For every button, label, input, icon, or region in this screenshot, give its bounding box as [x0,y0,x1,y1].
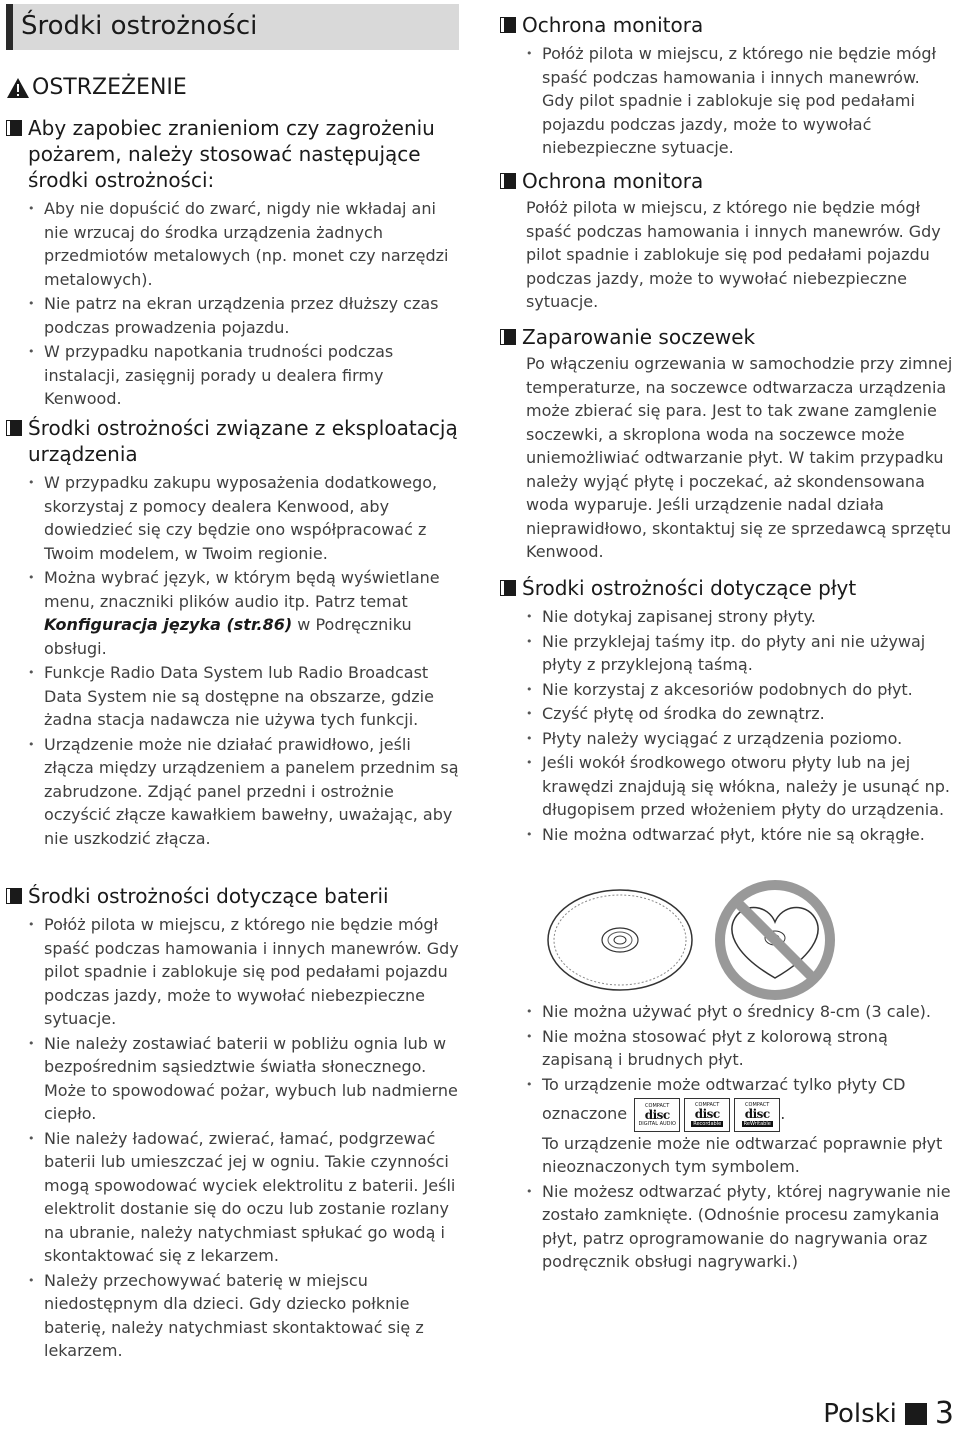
footer-language: Polski [823,1398,897,1429]
section-lens-fog [500,324,956,564]
section-heading: Środki ostrożności związane z eksploatacją urządzenia [6,415,462,467]
list-item: • Nie można odtwarzać płyt, które nie są okrągłe. [500,823,956,847]
warning-label: OSTRZEŻENIE [32,75,187,100]
compact-disc-rewritable-logo-icon: COMPACT disc ReWritable [734,1098,780,1132]
warning-title [6,75,187,100]
list-item: • Jeśli wokół środkowego otworu płyty lub na jej krawędzi znajdują się włókna, należy je usunąć np. długopisem przed włożeniem płyty do urządzenia. [500,751,956,822]
section-square-icon [500,580,516,596]
page-header [6,4,459,50]
section-heading: Ochrona monitora [500,12,956,38]
page-title: Środki ostrożności [21,11,258,41]
section-square-icon [500,329,516,345]
list-item: • To urządzenie może odtwarzać tylko płyty CD oznaczone COMPACT disc DIGITAL AUDIO COMPACT disc Recordable COMPACT disc ReWritable . To urządzenie może nie odtwarzać poprawnie płyt nieoznaczonych tym symbolem. [500,1073,956,1179]
list-item: • Nie należy zostawiać baterii w pobliżu ognia lub w bezpośrednim sąsiedztwie światła słonecznego. Może to spowodować pożar, wybuch lub nadmierne ciepło. [6,1032,462,1126]
section-operation [6,415,462,851]
bullet-list [6,197,462,411]
section-heading: Środki ostrożności dotyczące baterii [6,883,462,909]
bullet-list [6,471,462,850]
section-square-icon [500,173,516,189]
bullet-list [500,42,956,160]
footer-square-icon [905,1403,927,1425]
list-item: • Funkcje Radio Data System lub Radio Broadcast Data System nie są dostępne na obszarze, gdzie żadna stacja nadawcza nie używa tych funkcji. [6,661,462,732]
list-item: • Nie możesz odtwarzać płyty, której nagrywanie nie zostało zamknięte. (Odnośnie procesu zamykania płyt, patrz oprogramowanie do nagrywania oraz podręcznik obsługi nagrywarki.) [500,1180,956,1274]
disc-illustration [540,880,840,1000]
round-disc-icon [548,890,692,990]
list-item: • Nie można używać płyt o średnicy 8-cm (3 cale). [500,1000,956,1024]
list-item: • Można wybrać język, w którym będą wyświetlane menu, znaczniki plików audio itp. Patrz temat Konfiguracja języka (str.86) w Podręczniku obsługi. [6,566,462,660]
section-square-icon [500,17,516,33]
bullet-list [6,913,462,1363]
section-discs-continued [500,996,956,1275]
list-item: • Nie patrz na ekran urządzenia przez dłuższy czas podczas prowadzenia pojazdu. [6,292,462,339]
section-heading: Zaparowanie soczewek [500,324,956,350]
section-heading: Aby zapobiec zranieniom czy zagrożeniu pożarem, należy stosować następujące środki ostrożności: [6,115,462,193]
list-item: • Aby nie dopuścić do zwarć, nigdy nie wkładaj ani nie wrzucaj do środka urządzenia żadnych przedmiotów metalowych (np. monet czy narzędzi metalowych). [6,197,462,291]
list-item: • Czyść płytę od środka do zewnątrz. [500,702,956,726]
page-footer [823,1396,954,1431]
section-square-icon [6,120,22,136]
list-item: • W przypadku napotkania trudności podczas instalacji, zasięgnij porady u dealera firmy Kenwood. [6,340,462,411]
section-monitor-2 [500,168,956,314]
compact-disc-logo-icon: COMPACT disc DIGITAL AUDIO [634,1098,680,1132]
section-fire-safety [6,115,462,412]
bullet-list [500,1000,956,1274]
list-item: • Nie należy ładować, zwierać, łamać, podgrzewać baterii lub umieszczać jej w ogniu. Takie czynności mogą spowodować wyciek elektrolitu z baterii. Jeśli elektrolit dostanie się do oczu lub zostanie rozlany na ubranie, należy natychmiast spłukać go wodą i skontaktować się z lekarzem. [6,1127,462,1268]
bullet-list [500,605,956,846]
section-text: Po włączeniu ogrzewania w samochodzie przy zimnej temperaturze, na soczewce odtwarzacza urządzenia może zbierać się para. Jest to tak zwane zamglenie soczewki, a skroplona woda na soczewce może uniemożliwiać odtwarzanie płyt. W takim przypadku należy wyjąć płytę i poczekać, aż skondensowana woda wyparuje. Jeśli urządzenie nadal działa nieprawidłowo, skontaktuj się ze sprzedawcą sprzętu Kenwood. [526,354,953,561]
list-item: • Połóż pilota w miejscu, z którego nie będzie mógł spaść podczas hamowania i innych manewrów. Gdy pilot spadnie i zablokuje się pod pedałami pojazdu podczas jazdy, może to wywołać niebezpieczne sytuacje. [500,42,956,160]
section-square-icon [6,420,22,436]
reference-link[interactable]: Konfiguracja języka (str.86) [44,615,293,634]
compact-disc-recordable-logo-icon: COMPACT disc Recordable [684,1098,730,1132]
list-item: • Nie korzystaj z akcesoriów podobnych do płyt. [500,678,956,702]
warning-triangle-icon [6,77,30,99]
list-item: • W przypadku zakupu wyposażenia dodatkowego, skorzystaj z pomocy dealera Kenwood, aby dowiedzieć się czy będzie ono współpracować z Twoim modelem, w Twoim regionie. [6,471,462,565]
list-item: • Połóż pilota w miejscu, z którego nie będzie mógł spaść podczas hamowania i innych manewrów. Gdy pilot spadnie i zablokuje się pod pedałami pojazdu podczas jazdy, może to wywołać niebezpieczne sytuacje. [6,913,462,1031]
section-heading: Środki ostrożności dotyczące płyt [500,575,956,601]
section-square-icon [6,888,22,904]
cd-logos [634,1098,780,1132]
section-battery [6,883,462,1364]
list-item: • Należy przechowywać baterię w miejscu niedostępnym dla dzieci. Gdy dziecko połknie baterię, należy natychmiast skontaktować się z lekarzem. [6,1269,462,1363]
list-item: • Nie można stosować płyt z kolorową stroną zapisaną i brudnych płyt. [500,1025,956,1072]
section-text: Połóż pilota w miejscu, z którego nie będzie mógł spaść podczas hamowania i innych manewrów. Gdy pilot spadnie i zablokuje się pod pedałami pojazdu podczas jazdy, może to wywołać niebezpieczne sytuacje. [526,198,941,311]
page-number: 3 [934,1396,954,1431]
heart-disc-prohibited-icon [720,885,830,995]
section-heading: Ochrona monitora [500,168,956,194]
list-item: • Nie przyklejaj taśmy itp. do płyty ani nie używaj płyty z przyklejoną taśmą. [500,630,956,677]
list-item: • Urządzenie może nie działać prawidłowo, jeśli złącza między urządzeniem a panelem przednim są zabrudzone. Zdjąć panel przedni i ostrożnie oczyścić złącze kawałkiem bawełny, uważając, aby nie uszkodzić złącza. [6,733,462,851]
list-item: • Płyty należy wyciągać z urządzenia poziomo. [500,727,956,751]
section-discs [500,575,956,847]
section-monitor-1 [500,12,956,161]
list-item: • Nie dotykaj zapisanej strony płyty. [500,605,956,629]
